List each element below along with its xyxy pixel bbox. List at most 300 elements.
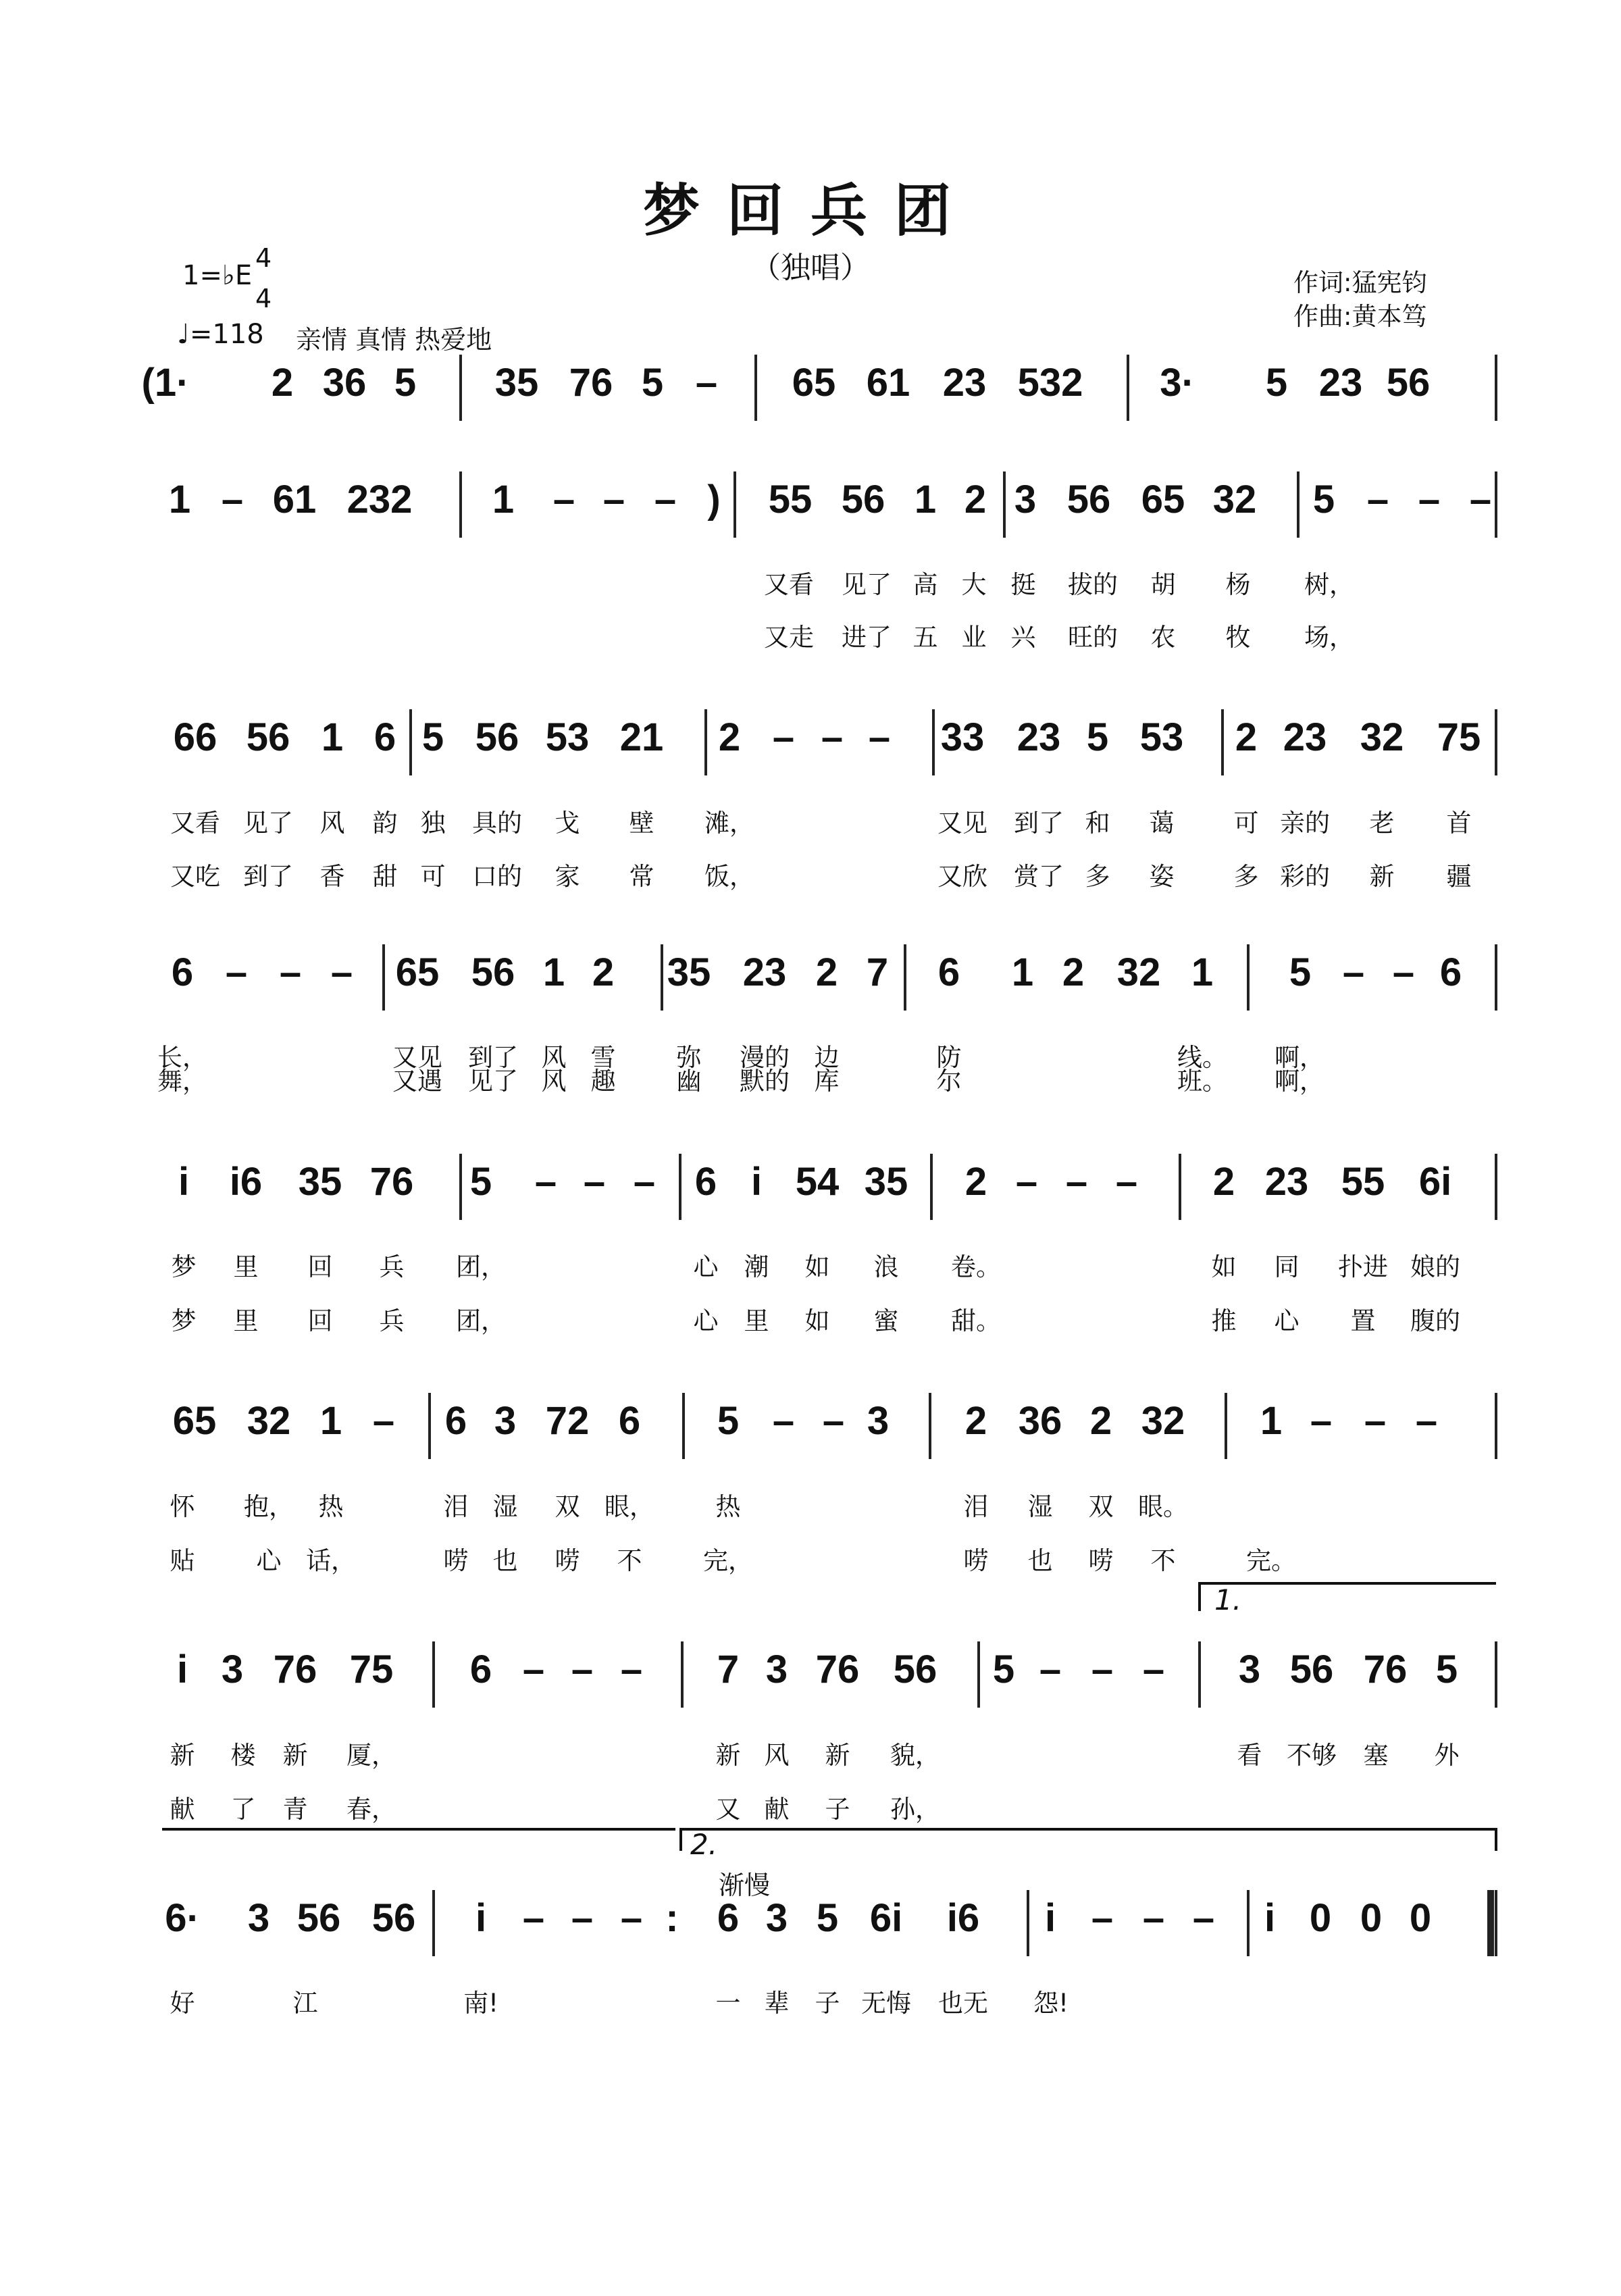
lyric-syllable: 团， — [456, 1252, 506, 1281]
lyric-syllable: 老 — [1369, 809, 1395, 838]
note: 3 — [247, 1896, 270, 1940]
lyric-syllable: 挺 — [1010, 570, 1036, 599]
lyric-syllable: 可 — [420, 862, 446, 891]
note: 1 — [1191, 950, 1214, 994]
lyric-syllable: 趣 — [590, 1067, 616, 1096]
composer-credit: 作曲:黄本笃 — [1293, 302, 1427, 331]
note: – — [225, 950, 248, 994]
lyric-syllable: 幽 — [676, 1067, 702, 1096]
note: 1 — [319, 1399, 342, 1443]
lyric-syllable: 献 — [764, 1795, 790, 1824]
lyric-syllable: 旺的 — [1068, 623, 1118, 652]
time-signature-top: 4 — [255, 243, 272, 273]
lyric-syllable: 不够 — [1287, 1741, 1337, 1770]
lyric-syllable: 献 — [170, 1795, 195, 1824]
note: 76 — [569, 361, 613, 405]
lyric-syllable: 里 — [233, 1306, 259, 1335]
lyric-syllable: 春， — [346, 1795, 396, 1824]
lyric-syllable: 好 — [170, 1989, 195, 2018]
lyric-syllable: 风 — [764, 1741, 790, 1770]
note: – — [821, 715, 844, 759]
note: 75 — [1437, 715, 1481, 759]
lyric-syllable: 默的 — [740, 1067, 790, 1096]
note: – — [279, 950, 302, 994]
note: i — [750, 1160, 763, 1204]
lyric-syllable: 拔的 — [1068, 570, 1118, 599]
lyric-syllable: 厦， — [346, 1741, 396, 1770]
note: – — [1065, 1160, 1088, 1204]
lyric-syllable: 抱， — [244, 1492, 294, 1521]
lyric-syllable: 心 — [1274, 1306, 1300, 1335]
lyric-syllable: 进了 — [842, 623, 892, 652]
lyric-syllable: 线。 — [1177, 1043, 1227, 1072]
tempo-marking: ♩=118 — [177, 319, 264, 350]
note: 1 — [321, 715, 344, 759]
bar-line — [1247, 944, 1250, 1011]
note: i — [176, 1648, 188, 1691]
note: 72 — [545, 1399, 590, 1443]
lyric-syllable: 班。 — [1177, 1067, 1227, 1096]
lyric-syllable: 了 — [230, 1795, 256, 1824]
note: 0 — [1309, 1896, 1332, 1940]
note: – — [1091, 1648, 1114, 1691]
ritardando-marking: 渐慢 — [719, 1870, 771, 1900]
lyric-syllable: 热 — [318, 1492, 344, 1521]
volta-1-label: 1. — [1214, 1583, 1242, 1616]
note: – — [1392, 950, 1415, 994]
note: 1 — [1260, 1399, 1283, 1443]
note: 36 — [322, 361, 367, 405]
lyric-syllable: 子 — [825, 1795, 850, 1824]
lyric-syllable: 见了 — [842, 570, 892, 599]
note: 32 — [247, 1399, 291, 1443]
lyric-syllable: 又欣 — [937, 862, 987, 891]
bar-line — [904, 944, 906, 1011]
lyric-syllable: 辈 — [764, 1989, 790, 2018]
note: 76 — [273, 1648, 317, 1691]
lyric-syllable: 常 — [629, 862, 654, 891]
bar-line — [1225, 1393, 1227, 1459]
key-signature: 1=♭E — [182, 260, 253, 291]
lyric-syllable: 浪 — [873, 1252, 899, 1281]
lyric-syllable: 置 — [1350, 1306, 1376, 1335]
lyric-syllable: 饭， — [704, 862, 754, 891]
lyric-syllable: 也无 — [938, 1989, 988, 2018]
lyric-syllable: 江 — [292, 1989, 318, 2018]
note: 1 — [168, 478, 191, 521]
bar-line — [1495, 1890, 1497, 1956]
note: – — [620, 1896, 643, 1940]
lyric-syllable: 心 — [693, 1306, 719, 1335]
note: 1 — [542, 950, 565, 994]
lyric-syllable: 眼， — [604, 1492, 654, 1521]
note: 6 — [694, 1160, 717, 1204]
lyric-syllable: 如 — [1211, 1252, 1237, 1281]
note: 5 — [1312, 478, 1335, 521]
lyric-syllable: 湿 — [492, 1492, 518, 1521]
note: 2 — [718, 715, 741, 759]
note: 5 — [1086, 715, 1109, 759]
note: 32 — [1212, 478, 1257, 521]
lyric-syllable: 可 — [1233, 809, 1259, 838]
bar-line — [382, 944, 385, 1011]
note: 5 — [1435, 1648, 1458, 1691]
note: i — [1044, 1896, 1056, 1940]
note: i — [475, 1896, 487, 1940]
lyric-syllable: 多 — [1233, 862, 1259, 891]
note: 6 — [374, 715, 396, 759]
note: 6 — [937, 950, 960, 994]
note: 5 — [992, 1648, 1015, 1691]
note: – — [522, 1648, 545, 1691]
note: – — [1039, 1648, 1062, 1691]
bar-line — [459, 355, 462, 421]
bar-line — [1495, 944, 1497, 1011]
note: 6 — [717, 1896, 740, 1940]
note: 32 — [1360, 715, 1404, 759]
lyric-syllable: 到了 — [243, 862, 293, 891]
lyric-syllable: 湿 — [1027, 1492, 1053, 1521]
lyric-syllable: 双 — [1088, 1492, 1114, 1521]
lyric-syllable: 眼。 — [1138, 1492, 1188, 1521]
lyric-syllable: 高 — [912, 570, 938, 599]
lyric-syllable: 又看 — [170, 809, 220, 838]
lyric-syllable: 亲的 — [1280, 809, 1330, 838]
note: 55 — [768, 478, 813, 521]
note: 35 — [494, 361, 539, 405]
note: 35 — [298, 1160, 342, 1204]
bar-line — [409, 709, 412, 775]
note: 2 — [964, 1399, 987, 1443]
note: 35 — [864, 1160, 908, 1204]
note: – — [1142, 1648, 1165, 1691]
lyric-syllable: 五 — [912, 623, 938, 652]
note: 3· — [1160, 361, 1195, 405]
lyric-syllable: 舞， — [157, 1067, 207, 1096]
lyric-syllable: 漫的 — [740, 1043, 790, 1072]
lyric-syllable: 蜜 — [873, 1306, 899, 1335]
note: 53 — [1139, 715, 1184, 759]
lyric-syllable: 唠 — [555, 1546, 580, 1575]
note: 76 — [1363, 1648, 1408, 1691]
bar-line — [459, 1154, 462, 1220]
lyric-syllable: 甜。 — [951, 1306, 1001, 1335]
bar-line — [754, 355, 757, 421]
note: 232 — [346, 478, 413, 521]
note: 2 — [1062, 950, 1085, 994]
song-title: 梦回兵团 — [642, 177, 978, 244]
note: – — [602, 478, 625, 521]
lyric-syllable: 见了 — [468, 1067, 518, 1096]
note: – — [330, 950, 353, 994]
lyric-syllable: 回 — [307, 1252, 333, 1281]
note: – — [1418, 478, 1441, 521]
note: 61 — [866, 361, 910, 405]
lyric-syllable: 怀 — [170, 1492, 195, 1521]
note: – — [552, 478, 575, 521]
lyric-syllable: 又见 — [392, 1043, 442, 1072]
note: 65 — [792, 361, 836, 405]
lyric-syllable: 牧 — [1225, 623, 1251, 652]
lyric-syllable: 到了 — [1014, 809, 1064, 838]
lyric-syllable: 雪 — [590, 1043, 616, 1072]
note: 5 — [421, 715, 444, 759]
note: 65 — [395, 950, 440, 994]
lyric-syllable: 泪 — [963, 1492, 989, 1521]
note: – — [1469, 478, 1492, 521]
volta-2-bracket — [681, 1829, 1496, 1851]
note: – — [583, 1160, 606, 1204]
note: 61 — [272, 478, 317, 521]
note: 35 — [667, 950, 711, 994]
lyricist-credit: 作词:猛宪钧 — [1293, 268, 1427, 297]
lyric-syllable: 新 — [715, 1741, 741, 1770]
note: 3 — [494, 1399, 517, 1443]
lyric-syllable: 如 — [804, 1306, 830, 1335]
note: – — [1115, 1160, 1138, 1204]
bar-line — [930, 1154, 933, 1220]
lyric-syllable: 不 — [1150, 1546, 1176, 1575]
lyric-syllable: 杨 — [1225, 570, 1251, 599]
lyric-syllable: 又遇 — [392, 1067, 442, 1096]
lyric-syllable: 塞 — [1363, 1741, 1389, 1770]
note: 32 — [1116, 950, 1161, 994]
lyric-syllable: 卷。 — [951, 1252, 1001, 1281]
lyric-syllable: 不 — [617, 1546, 642, 1575]
bar-line — [734, 471, 736, 538]
note: 32 — [1141, 1399, 1185, 1443]
note: – — [1142, 1896, 1165, 1940]
lyric-syllable: 新 — [282, 1741, 308, 1770]
lyric-syllable: 团， — [456, 1306, 506, 1335]
lyric-syllable: 树， — [1304, 570, 1354, 599]
note: 23 — [1017, 715, 1061, 759]
bar-line — [1027, 1890, 1029, 1956]
note: 56 — [1386, 361, 1431, 405]
lyric-syllable: 南! — [463, 1989, 498, 2018]
lyric-syllable: 青 — [282, 1795, 308, 1824]
bar-line — [459, 471, 462, 538]
note: 23 — [1264, 1160, 1309, 1204]
lyric-syllable: 弥 — [676, 1043, 702, 1072]
note: 1 — [1011, 950, 1034, 994]
lyric-syllable: 业 — [961, 623, 987, 652]
note: ) — [707, 478, 721, 521]
lyric-syllable: 梦 — [171, 1252, 197, 1281]
note: – — [772, 1399, 795, 1443]
lyric-syllable: 胡 — [1150, 570, 1176, 599]
note: 23 — [1283, 715, 1327, 759]
lyric-syllable: 孙， — [890, 1795, 940, 1824]
lyric-syllable: 泪 — [443, 1492, 469, 1521]
note: 6 — [1439, 950, 1462, 994]
lyric-syllable: 如 — [804, 1252, 830, 1281]
note: 56 — [246, 715, 290, 759]
note: – — [620, 1648, 643, 1691]
lyric-syllable: 滩， — [704, 809, 754, 838]
bar-line — [661, 944, 663, 1011]
bar-line — [1247, 1890, 1250, 1956]
note: 5 — [717, 1399, 740, 1443]
note: : — [665, 1896, 679, 1940]
note: 36 — [1018, 1399, 1062, 1443]
lyric-syllable: 具的 — [472, 809, 522, 838]
lyric-syllable: 啊， — [1275, 1043, 1324, 1072]
lyric-syllable: 和 — [1085, 809, 1110, 838]
note: 7 — [717, 1648, 740, 1691]
note: – — [1364, 1399, 1387, 1443]
note: – — [1415, 1399, 1438, 1443]
final-barline — [1487, 1890, 1494, 1956]
bar-line — [1495, 709, 1497, 775]
lyric-syllable: 潮 — [744, 1252, 769, 1281]
bar-line — [977, 1641, 980, 1708]
note: 2 — [592, 950, 615, 994]
bar-line — [1221, 709, 1224, 775]
lyric-syllable: 又 — [715, 1795, 741, 1824]
note: 6i — [869, 1896, 903, 1940]
lyric-syllable: 尔 — [936, 1067, 962, 1096]
song-subtitle: （独唱） — [751, 251, 870, 285]
note: 5 — [469, 1160, 492, 1204]
lyric-syllable: 话， — [306, 1546, 356, 1575]
volta-1-bracket — [1200, 1583, 1496, 1611]
note: 56 — [475, 715, 519, 759]
bar-line — [432, 1890, 435, 1956]
lyric-syllable: 无悔 — [861, 1989, 911, 2018]
lyric-syllable: 唠 — [963, 1546, 989, 1575]
note: 5 — [641, 361, 664, 405]
expression-marking: 亲情 真情 热爱地 — [296, 325, 492, 355]
note: 6i — [1418, 1160, 1452, 1204]
note: i — [1264, 1896, 1276, 1940]
note: 56 — [1289, 1648, 1334, 1691]
lyric-syllable: 外 — [1434, 1741, 1460, 1770]
lyric-syllable: 又看 — [764, 570, 814, 599]
bar-line — [1495, 1641, 1497, 1708]
lyric-syllable: 腹的 — [1410, 1306, 1460, 1335]
note: 6 — [171, 950, 194, 994]
note: 23 — [1318, 361, 1363, 405]
lyric-syllable: 一 — [715, 1989, 741, 2018]
lyric-syllable: 又吃 — [170, 862, 220, 891]
note: – — [654, 478, 677, 521]
lyric-syllable: 看 — [1237, 1741, 1262, 1770]
lyric-syllable: 心 — [256, 1546, 282, 1575]
lyric-syllable: 新 — [170, 1741, 195, 1770]
note: 2 — [964, 1160, 987, 1204]
lyric-syllable: 到了 — [468, 1043, 518, 1072]
note: 65 — [172, 1399, 217, 1443]
note: (1· — [141, 361, 190, 405]
lyric-syllable: 扑进 — [1338, 1252, 1388, 1281]
lyric-syllable: 壁 — [629, 809, 654, 838]
note: 55 — [1341, 1160, 1385, 1204]
note: – — [772, 715, 795, 759]
note: 56 — [471, 950, 515, 994]
lyric-syllable: 兵 — [379, 1306, 405, 1335]
lyric-syllable: 风 — [541, 1043, 567, 1072]
bar-line — [1198, 1641, 1201, 1708]
lyric-syllable: 戈 — [555, 809, 580, 838]
note: 56 — [1066, 478, 1111, 521]
note: – — [571, 1648, 594, 1691]
note: 0 — [1409, 1896, 1432, 1940]
note: 2 — [1235, 715, 1258, 759]
bar-line — [932, 709, 935, 775]
note: 2 — [1212, 1160, 1235, 1204]
bar-line — [929, 1393, 931, 1459]
lyric-syllable: 长， — [157, 1043, 207, 1072]
lyric-syllable: 怨! — [1033, 1989, 1069, 2018]
note: 56 — [893, 1648, 937, 1691]
lyric-syllable: 心 — [693, 1252, 719, 1281]
lyric-syllable: 家 — [555, 862, 580, 891]
lyric-syllable: 首 — [1446, 809, 1472, 838]
lyric-syllable: 大 — [961, 570, 987, 599]
note: 5 — [1265, 361, 1288, 405]
lyric-syllable: 彩的 — [1280, 862, 1330, 891]
note: – — [822, 1399, 845, 1443]
lyric-syllable: 风 — [541, 1067, 567, 1096]
lyric-syllable: 韵 — [372, 809, 398, 838]
bar-line — [1179, 1154, 1181, 1220]
note: 66 — [173, 715, 217, 759]
bar-line — [679, 1154, 681, 1220]
lyric-syllable: 也 — [1027, 1546, 1053, 1575]
lyric-syllable: 农 — [1150, 623, 1176, 652]
note: 3 — [765, 1896, 788, 1940]
note: 6 — [469, 1648, 492, 1691]
lyric-syllable: 同 — [1274, 1252, 1300, 1281]
note: 532 — [1017, 361, 1083, 405]
note: 75 — [349, 1648, 394, 1691]
note: 65 — [1141, 478, 1185, 521]
note: – — [1310, 1399, 1333, 1443]
lyric-syllable: 甜 — [372, 862, 398, 891]
note: 33 — [940, 715, 985, 759]
bar-line — [432, 1641, 435, 1708]
lyric-syllable: 见了 — [243, 809, 293, 838]
note: 3 — [765, 1648, 788, 1691]
bar-line — [1003, 471, 1006, 538]
volta-2-label: 2. — [690, 1828, 718, 1861]
lyric-syllable: 疆 — [1446, 862, 1472, 891]
note: 3 — [1014, 478, 1037, 521]
note: 21 — [619, 715, 664, 759]
note: 0 — [1360, 1896, 1383, 1940]
lyric-syllable: 啊， — [1275, 1067, 1324, 1096]
note: 56 — [371, 1896, 416, 1940]
bar-line — [1127, 355, 1129, 421]
note: 53 — [545, 715, 590, 759]
lyric-syllable: 里 — [233, 1252, 259, 1281]
lyric-syllable: 又走 — [764, 623, 814, 652]
bar-line — [1297, 471, 1300, 538]
lyric-syllable: 楼 — [230, 1741, 256, 1770]
lyric-syllable: 风 — [319, 809, 345, 838]
bar-line — [1495, 1154, 1497, 1220]
note: 2 — [964, 478, 987, 521]
note: – — [571, 1896, 594, 1940]
lyric-syllable: 完， — [703, 1546, 753, 1575]
lyric-syllable: 完。 — [1246, 1546, 1296, 1575]
note: i6 — [229, 1160, 263, 1204]
lyric-syllable: 独 — [420, 809, 446, 838]
note: 76 — [369, 1160, 414, 1204]
note: – — [1091, 1896, 1114, 1940]
note: 2 — [815, 950, 838, 994]
